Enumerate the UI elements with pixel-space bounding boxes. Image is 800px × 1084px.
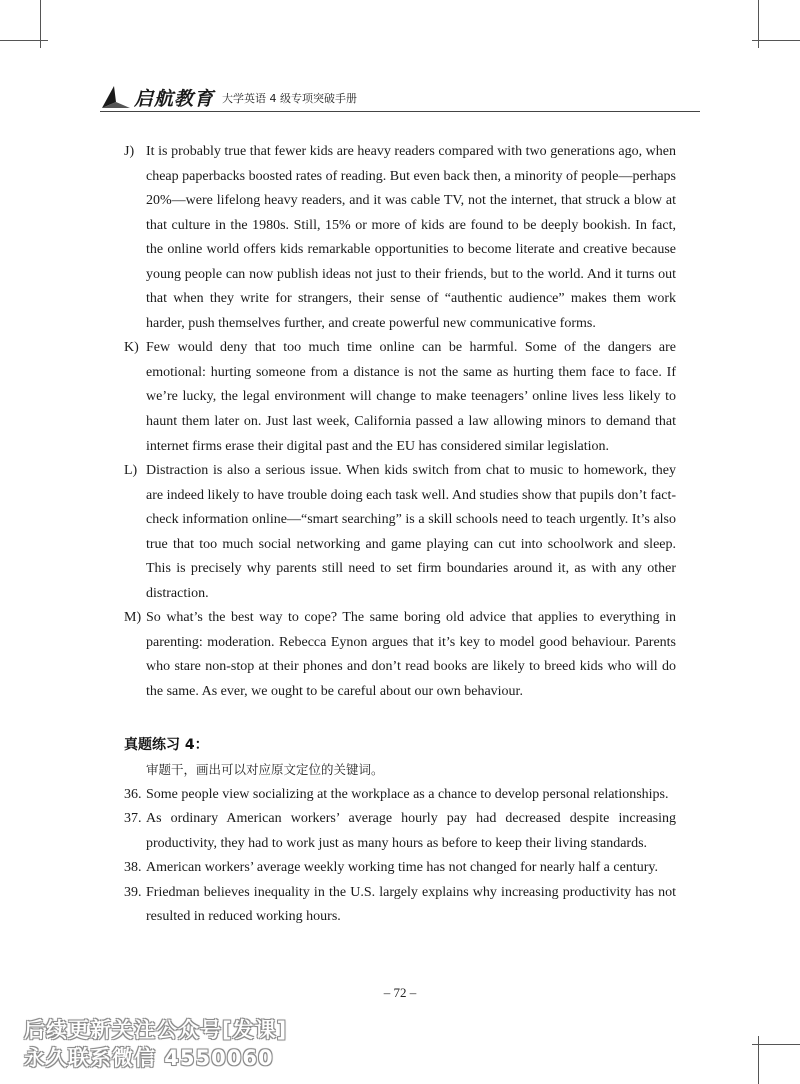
question-text: As ordinary American workers’ average hourly pay had decreased despite increasing productivity, they had to work just as many hours as before to keep their living standards.	[146, 811, 676, 851]
crop-mark	[752, 1044, 800, 1045]
question-item	[124, 783, 676, 808]
question-number: 36.	[124, 786, 142, 802]
crop-mark	[0, 40, 48, 41]
question-text: American workers’ average weekly working time has not changed for nearly half a century.	[146, 860, 658, 876]
paragraph-label: J)	[124, 144, 135, 159]
question-item	[124, 807, 676, 856]
passage-paragraph	[124, 606, 676, 704]
passage-paragraph	[124, 336, 676, 459]
page-number: – 72 –	[383, 985, 417, 1000]
question-number: 39.	[124, 884, 142, 900]
paragraph-label: M)	[124, 610, 142, 626]
watermark-line: 后续更新关注公众号[发课]	[24, 1018, 288, 1042]
header-subtitle: 大学英语 4 级专项突破手册	[222, 92, 357, 105]
crop-mark	[752, 40, 800, 41]
paragraph-text: So what’s the best way to cope? The same boring old advice that applies to everything in parenting: moderation. Rebecca Eynon argues that it’s key to model good behaviour. Parents who stare non-stop at their phones and don’t read books are likely to breed kids who will do the same. As ever, we ought to be careful about our own behaviour.	[146, 610, 676, 700]
paragraph-text: Few would deny that too much time online can be harmful. Some of the dangers are emotional: hurting someone from a distance is not the same as hurting them face to face. If we’re lucky, the legal environment will change to make teenagers’ online lives less likely to haunt them later on. Just last week, California passed a law allowing minors to demand that internet firms erase their digital past and the EU has considered similar legislation.	[146, 340, 676, 454]
brand-logo-text: 启航教育	[134, 88, 215, 110]
exercise-instruction: 审题干，画出可以对应原文定位的关键词。	[146, 761, 384, 777]
page-content	[124, 140, 676, 930]
question-item	[124, 881, 676, 930]
passage-paragraph	[124, 459, 676, 606]
question-number: 37.	[124, 811, 142, 827]
page-header	[100, 82, 700, 112]
question-text: Some people view socializing at the workplace as a chance to develop personal relationships.	[146, 786, 669, 802]
question-text: Friedman believes inequality in the U.S. largely explains why increasing productivity has not resulted in reduced working hours.	[146, 884, 676, 925]
paragraph-label: K)	[124, 340, 139, 356]
question-number: 38.	[124, 860, 142, 876]
watermark-line: 永久联系微信 4550060	[24, 1046, 274, 1070]
watermark	[24, 1016, 324, 1072]
exercise-title: 真题练习 4：	[124, 736, 209, 753]
paragraph-text: Distraction is also a serious issue. When kids switch from chat to music to homework, they are indeed likely to have trouble doing each task well. And studies show that pupils don’t fact-check information online—“smart searching” is a skill schools need to teach urgently. It’s also true that too much social networking and game playing can cut into schoolwork and sleep. This is precisely why parents still need to set firm boundaries around it, as with any other distraction.	[146, 463, 676, 601]
passage-paragraph	[124, 140, 676, 336]
paragraph-label: L)	[124, 463, 138, 479]
question-item	[124, 856, 676, 881]
paragraph-text: It is probably true that fewer kids are heavy readers compared with two generations ago, when cheap paperbacks boosted rates of reading. But even back then, a minority of people—perhaps 20%—were lifelong heavy readers, and it was cable TV, not the internet, that struck a blow at that culture in the 1980s. Still, 15% or more of kids are found to be deeply bookish. In fact, the online world offers kids remarkable opportunities to become literate and creative because young people can now publish ideas not just to their friends, but to the world. And it turns out that when they write for strangers, their sense of “authentic audience” makes them work harder, push themselves further, and create powerful new communicative forms.	[146, 144, 676, 331]
sail-logo-icon	[100, 84, 132, 110]
header-divider	[100, 111, 700, 112]
